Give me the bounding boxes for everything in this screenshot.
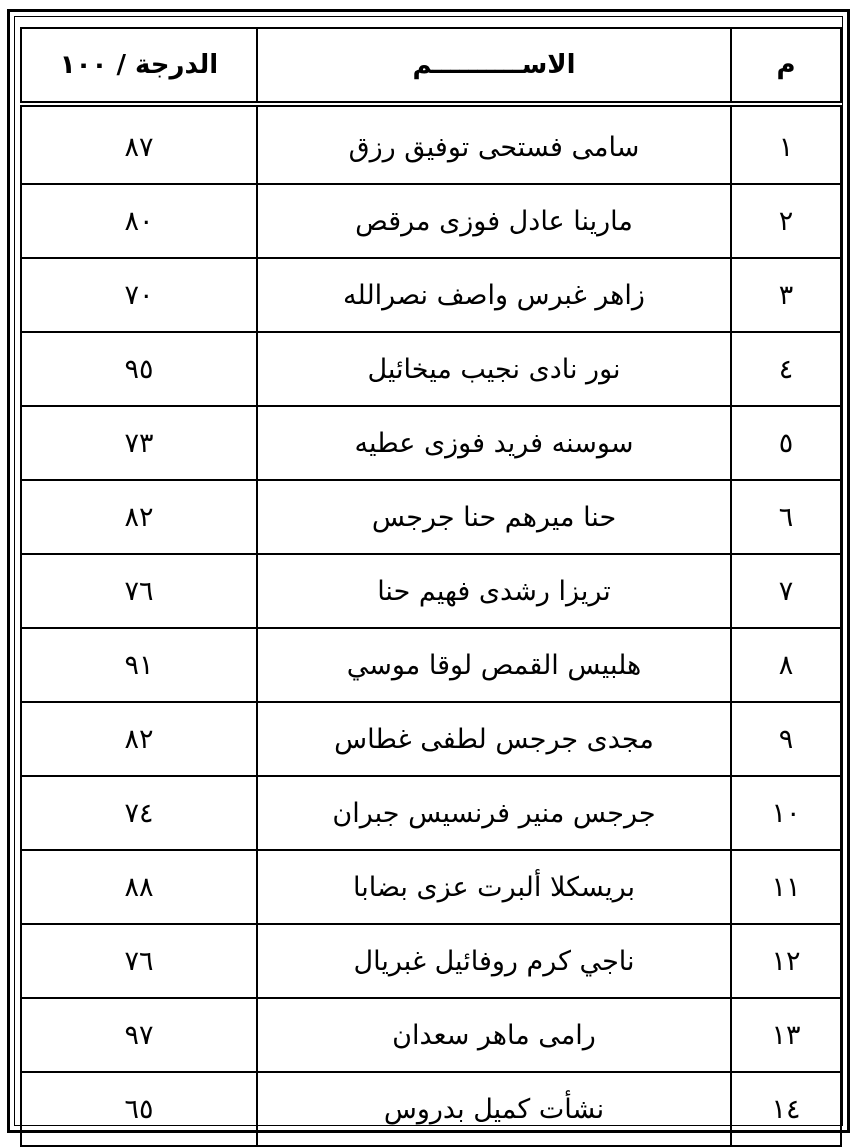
student-name: سامى فستحى توفيق رزق	[257, 104, 731, 184]
student-grade: ٩٥	[21, 332, 257, 406]
student-name: ناجي كرم روفائيل غبريال	[257, 924, 731, 998]
table-row	[21, 332, 841, 406]
row-number: ١٣	[731, 998, 841, 1072]
student-name: نشأت كميل بدروس	[257, 1072, 731, 1146]
header-number: م	[731, 28, 841, 104]
table-row	[21, 850, 841, 924]
student-grade: ٨٠	[21, 184, 257, 258]
student-name: زاهر غبرس واصف نصرالله	[257, 258, 731, 332]
student-name: تريزا رشدى فهيم حنا	[257, 554, 731, 628]
row-number: ٤	[731, 332, 841, 406]
student-name: سوسنه فريد فوزى عطيه	[257, 406, 731, 480]
student-grade: ٦٥	[21, 1072, 257, 1146]
table-row	[21, 406, 841, 480]
row-number: ٧	[731, 554, 841, 628]
student-grade: ٧٣	[21, 406, 257, 480]
table-row	[21, 998, 841, 1072]
table-row	[21, 628, 841, 702]
row-number: ١٤	[731, 1072, 841, 1146]
student-grade: ٨٧	[21, 104, 257, 184]
table-row	[21, 554, 841, 628]
student-name: مجدى جرجس لطفى غطاس	[257, 702, 731, 776]
row-number: ٦	[731, 480, 841, 554]
table-row	[21, 184, 841, 258]
student-grade: ٧٦	[21, 924, 257, 998]
row-number: ٨	[731, 628, 841, 702]
table-row	[21, 480, 841, 554]
student-grade: ٧٦	[21, 554, 257, 628]
table-header-row	[21, 28, 841, 104]
row-number: ٩	[731, 702, 841, 776]
student-name: بريسكلا ألبرت عزى بضابا	[257, 850, 731, 924]
student-grade: ٨٢	[21, 702, 257, 776]
table-row	[21, 776, 841, 850]
table-row	[21, 702, 841, 776]
student-grade: ٧٠	[21, 258, 257, 332]
student-name: مارينا عادل فوزى مرقص	[257, 184, 731, 258]
table-row	[21, 104, 841, 184]
row-number: ٢	[731, 184, 841, 258]
row-number: ١٢	[731, 924, 841, 998]
student-name: جرجس منير فرنسيس جبران	[257, 776, 731, 850]
student-grade: ٩٧	[21, 998, 257, 1072]
row-number: ١٠	[731, 776, 841, 850]
student-name: رامى ماهر سعدان	[257, 998, 731, 1072]
row-number: ١١	[731, 850, 841, 924]
row-number: ٣	[731, 258, 841, 332]
student-grade: ٩١	[21, 628, 257, 702]
student-name: حنا ميرهم حنا جرجس	[257, 480, 731, 554]
student-name: هلبيس القمص لوقا موسي	[257, 628, 731, 702]
row-number: ١	[731, 104, 841, 184]
table-row	[21, 258, 841, 332]
grades-table	[20, 27, 842, 1147]
student-grade: ٨٨	[21, 850, 257, 924]
header-name: الاســــــــــم	[257, 28, 731, 104]
student-name: نور نادى نجيب ميخائيل	[257, 332, 731, 406]
table-row	[21, 924, 841, 998]
row-number: ٥	[731, 406, 841, 480]
table-row	[21, 1072, 841, 1146]
header-grade: الدرجة / ١٠٠	[21, 28, 257, 104]
student-grade: ٨٢	[21, 480, 257, 554]
student-grade: ٧٤	[21, 776, 257, 850]
